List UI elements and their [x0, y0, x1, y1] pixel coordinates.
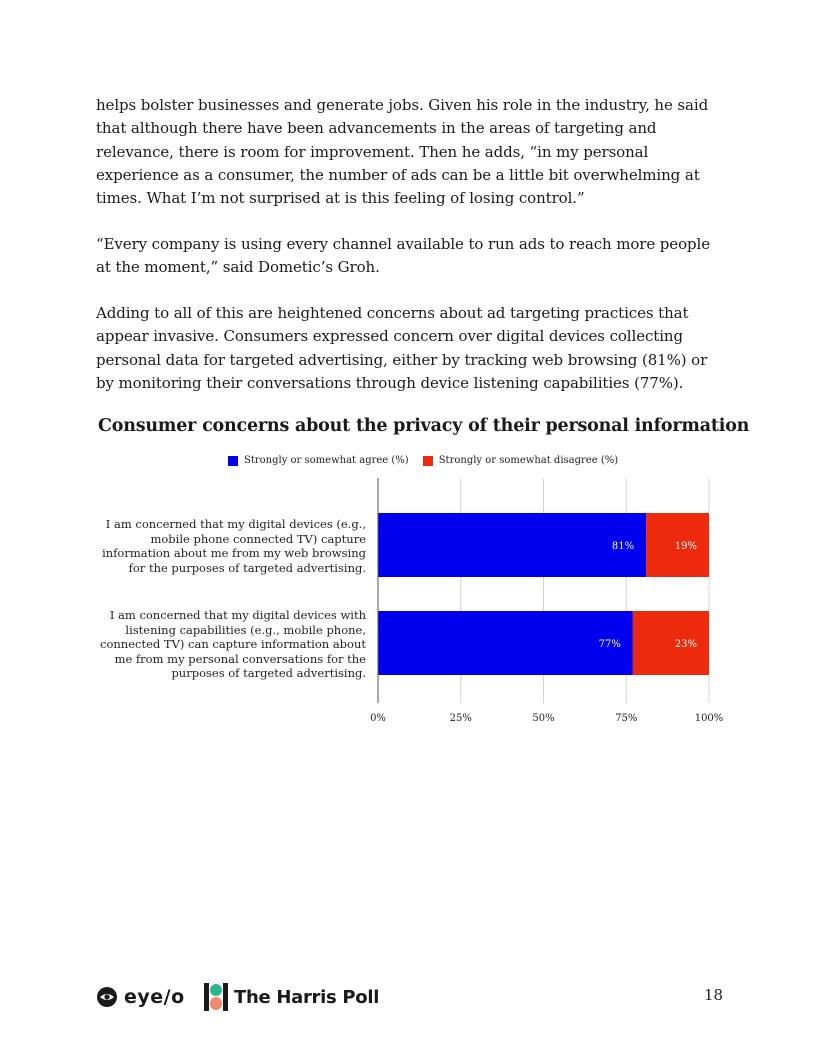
- harris-poll-wordmark: The Harris Poll: [234, 986, 380, 1008]
- eyeo-wordmark: eye/o: [124, 986, 185, 1008]
- legend-label-agree: Strongly or somewhat agree (%): [244, 455, 409, 466]
- category-label-2: I am concerned that my digital devices with listening capabilities (e.g., mobile phone, connected TV) can capture information about me from my personal conversations for the purposes of targeted advertising.: [100, 608, 366, 681]
- x-tick-label: 0%: [370, 713, 386, 724]
- page-number: 18: [704, 986, 724, 1004]
- category-label-1: I am concerned that my digital devices (e.g., mobile phone connected TV) capture information about me from my web browsing for the purposes of targeted advertising.: [102, 517, 366, 575]
- bar-segment: [633, 611, 709, 675]
- harris-poll-mark-icon: [204, 983, 228, 1011]
- body-paragraph-1: helps bolster businesses and generate jobs. Given his role in the industry, he said that although there have been advancements in the areas of targeting and relevance, there is room for improvement. Then he adds, “in my personal experience as a consumer, the number of ads can be a little bit overwhelming at times. What I’m not surprised at is this feeling of losing control.”: [96, 96, 709, 208]
- data-label: 23%: [674, 639, 697, 650]
- eye-icon: [96, 986, 118, 1008]
- data-label: 77%: [598, 639, 621, 650]
- chart-title: Consumer concerns about the privacy of their personal information: [98, 416, 750, 436]
- harris-poll-logo: [204, 983, 379, 1011]
- x-tick-label: 25%: [449, 713, 472, 724]
- data-label: 19%: [674, 541, 697, 552]
- bar-segment: [378, 611, 633, 675]
- x-tick-label: 50%: [532, 713, 555, 724]
- body-paragraph-3: Adding to all of this are heightened concerns about ad targeting practices that appear invasive. Consumers expressed concern over digital devices collecting personal data for targeted advertising, either by tracking web browsing (81%) or by monitoring their conversations through device listening capabilities (77%).: [96, 304, 708, 392]
- x-tick-label: 100%: [694, 713, 724, 724]
- bar-segment: [378, 513, 646, 577]
- x-tick-label: 75%: [615, 713, 638, 724]
- legend-label-disagree: Strongly or somewhat disagree (%): [438, 455, 619, 466]
- eyeo-logo: [96, 986, 185, 1008]
- data-label: 81%: [611, 541, 635, 552]
- body-paragraph-2: “Every company is using every channel available to run ads to reach more people at the moment,” said Dometic’s Groh.: [96, 235, 710, 277]
